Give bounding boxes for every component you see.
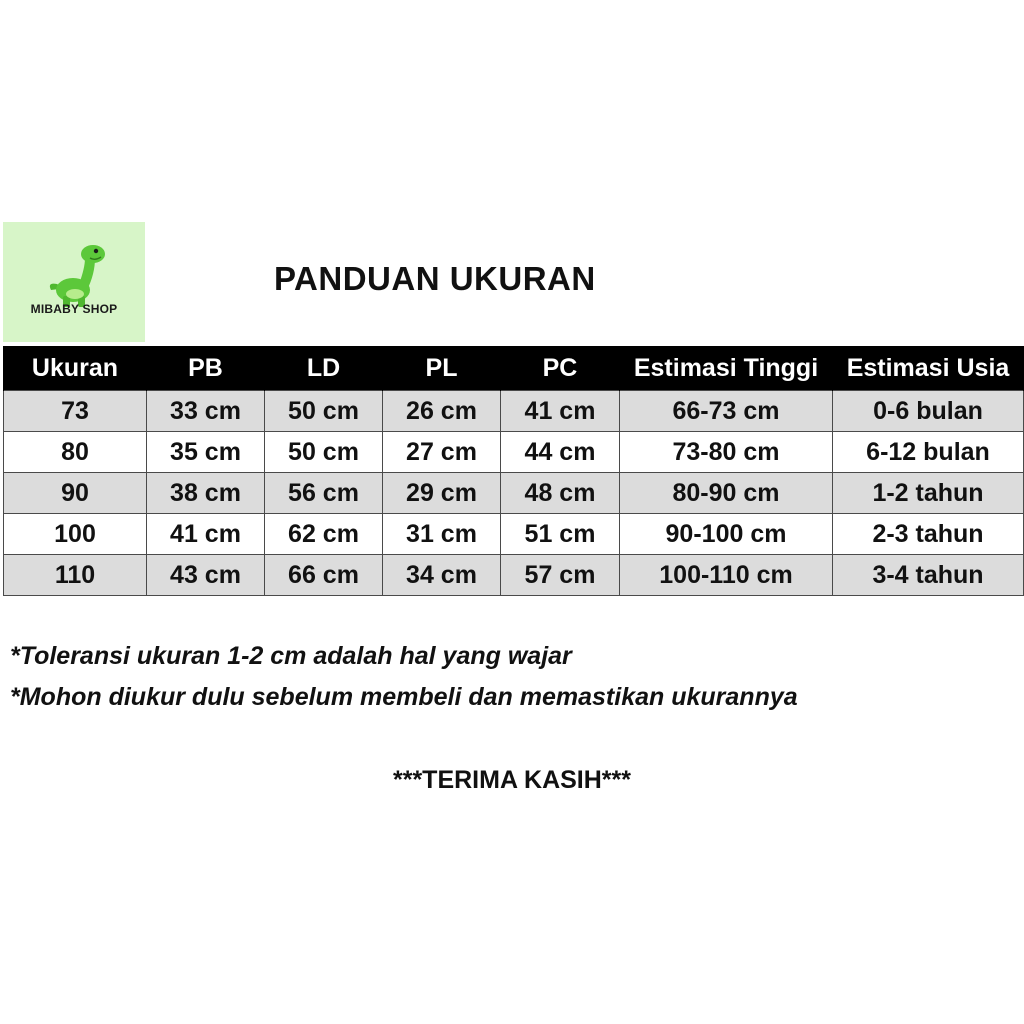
table-cell: 80-90 cm (620, 473, 833, 514)
table-cell: 44 cm (501, 432, 620, 473)
table-cell: 2-3 tahun (833, 514, 1024, 555)
size-chart-table (3, 346, 1024, 596)
table-cell: 41 cm (147, 514, 265, 555)
table-row (4, 514, 1024, 555)
table-cell: 0-6 bulan (833, 391, 1024, 432)
table-cell: 66 cm (265, 555, 383, 596)
table-cell: 73-80 cm (620, 432, 833, 473)
table-cell: 100-110 cm (620, 555, 833, 596)
table-row (4, 473, 1024, 514)
table-cell: 43 cm (147, 555, 265, 596)
header-pl: PL (383, 346, 501, 391)
header-pc: PC (501, 346, 620, 391)
table-cell: 26 cm (383, 391, 501, 432)
table-cell: 3-4 tahun (833, 555, 1024, 596)
table-row (4, 391, 1024, 432)
table-cell: 31 cm (383, 514, 501, 555)
logo-text: MIBABY SHOP (30, 302, 118, 316)
shop-logo (3, 222, 145, 342)
table-cell: 33 cm (147, 391, 265, 432)
table-cell: 51 cm (501, 514, 620, 555)
table-cell: 90-100 cm (620, 514, 833, 555)
table-cell: 66-73 cm (620, 391, 833, 432)
table-cell: 57 cm (501, 555, 620, 596)
header-estimasi-tinggi: Estimasi Tinggi (620, 346, 833, 391)
table-cell: 48 cm (501, 473, 620, 514)
table-cell: 50 cm (265, 391, 383, 432)
thank-you-text: ***TERIMA KASIH*** (392, 766, 631, 794)
table-cell: 35 cm (147, 432, 265, 473)
header-estimasi-usia: Estimasi Usia (833, 346, 1024, 391)
table-cell: 1-2 tahun (833, 473, 1024, 514)
table-cell: 34 cm (383, 555, 501, 596)
table-cell: 100 (4, 514, 147, 555)
table-cell: 62 cm (265, 514, 383, 555)
table-header-row (4, 346, 1024, 391)
table-cell: 56 cm (265, 473, 383, 514)
note-tolerance: *Toleransi ukuran 1-2 cm adalah hal yang wajar (10, 642, 572, 670)
note-measure-first: *Mohon diukur dulu sebelum membeli dan memastikan ukurannya (10, 683, 798, 711)
header-ukuran: Ukuran (4, 346, 147, 391)
table-row (4, 432, 1024, 473)
table-cell: 29 cm (383, 473, 501, 514)
dinosaur-icon (45, 238, 111, 308)
table-cell: 41 cm (501, 391, 620, 432)
table-cell: 73 (4, 391, 147, 432)
table-cell: 38 cm (147, 473, 265, 514)
page-title: PANDUAN UKURAN (274, 260, 596, 297)
table-cell: 27 cm (383, 432, 501, 473)
table-cell: 110 (4, 555, 147, 596)
table-cell: 90 (4, 473, 147, 514)
header-ld: LD (265, 346, 383, 391)
header-pb: PB (147, 346, 265, 391)
table-cell: 50 cm (265, 432, 383, 473)
table-cell: 80 (4, 432, 147, 473)
table-row (4, 555, 1024, 596)
table-cell: 6-12 bulan (833, 432, 1024, 473)
